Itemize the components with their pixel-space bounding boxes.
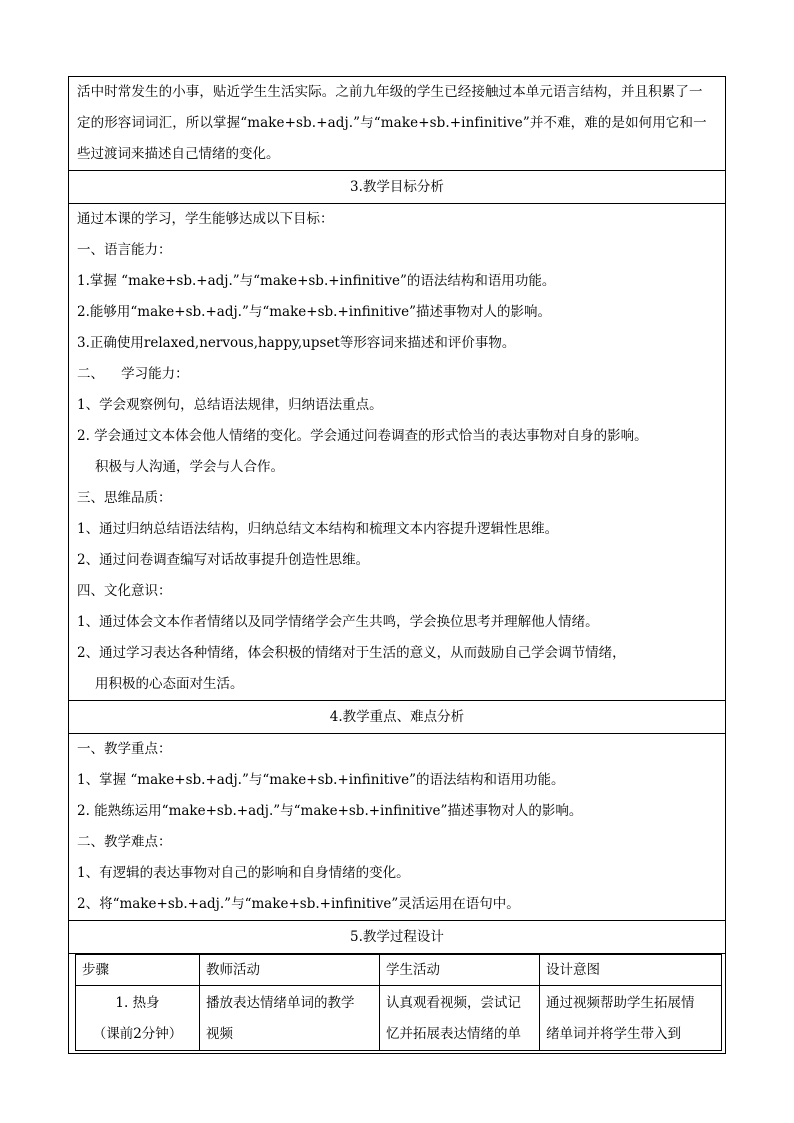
subheading: 二、 学习能力： bbox=[77, 366, 189, 382]
paragraph-line: 2.能够用“make+sb.+adj.”与“make+sb.+infinitive”描述事物对人的影响。 bbox=[77, 304, 552, 320]
header-design-intent: 设计意图 bbox=[540, 955, 722, 986]
lesson-plan-page bbox=[68, 76, 726, 1054]
paragraph-line: 1.掌握 “make+sb.+adj.”与“make+sb.+infinitive”的语法结构和语用功能。 bbox=[77, 273, 556, 289]
process-table bbox=[75, 954, 722, 1051]
intro-line: 活中时常发生的小事，贴近学生生活实际。之前九年级的学生已经接触过本单元语言结构，并且积累了一 bbox=[77, 84, 703, 100]
header-step: 步骤 bbox=[76, 955, 200, 986]
paragraph-line: 1、通过归纳总结语法结构，归纳总结文本结构和梳理文本内容提升逻辑性思维。 bbox=[77, 521, 559, 537]
section-3-header bbox=[69, 171, 726, 204]
section-title: 4.教学重点、难点分析 bbox=[329, 709, 465, 725]
section-5-header bbox=[69, 921, 726, 954]
paragraph-line: 2、通过学习表达各种情绪，体会积极的情绪对于生活的意义，从而鼓励自己学会调节情绪， bbox=[77, 645, 626, 661]
subheading: 一、语言能力： bbox=[77, 242, 172, 258]
paragraph-line: 用积极的心态面对生活。 bbox=[95, 676, 244, 692]
table-row bbox=[76, 986, 722, 1051]
step-label: 1. 热身 bbox=[115, 995, 160, 1011]
subheading: 三、思维品质： bbox=[77, 490, 172, 506]
cell-line: 绪单词并将学生带入到 bbox=[546, 1026, 681, 1042]
section-5-content bbox=[69, 954, 726, 1054]
paragraph-line: 积极与人沟通，学会与人合作。 bbox=[95, 459, 284, 475]
teacher-activity-cell bbox=[200, 986, 380, 1051]
paragraph-line: 2、将“make+sb.+adj.”与“make+sb.+infinitive”灵活运用在语句中。 bbox=[77, 896, 520, 912]
paragraph-line: 2、通过问卷调查编写对话故事提升创造性思维。 bbox=[77, 552, 370, 568]
subheading: 四、文化意识： bbox=[77, 583, 172, 599]
section-4-content bbox=[69, 734, 726, 921]
intro-line: 定的形容词词汇，所以掌握“make+sb.+adj.”与“make+sb.+infinitive”并不难，难的是如何用它和一 bbox=[77, 115, 707, 131]
paragraph-line: 1、掌握 “make+sb.+adj.”与“make+sb.+infinitive”的语法结构和语用功能。 bbox=[77, 772, 565, 788]
section-title: 3.教学目标分析 bbox=[350, 179, 444, 195]
step-duration: （课前2分钟） bbox=[92, 1026, 183, 1042]
lesson-plan-table bbox=[68, 76, 726, 1054]
paragraph-line: 通过本课的学习，学生能够达成以下目标： bbox=[77, 211, 334, 227]
section-4-header bbox=[69, 701, 726, 734]
intro-line: 些过渡词来描述自己情绪的变化。 bbox=[77, 146, 280, 162]
section-title: 5.教学过程设计 bbox=[350, 929, 444, 945]
paragraph-line: 1、学会观察例句，总结语法规律，归纳语法重点。 bbox=[77, 397, 383, 413]
paragraph-line: 1、通过体会文本作者情绪以及同学情绪学会产生共鸣，学会换位思考并理解他人情绪。 bbox=[77, 614, 599, 630]
paragraph-line: 1、有逻辑的表达事物对自己的影响和自身情绪的变化。 bbox=[77, 865, 410, 881]
cell-line: 视频 bbox=[206, 1026, 233, 1042]
paragraph-line: 2. 学会通过文本体会他人情绪的变化。学会通过问卷调查的形式恰当的表达事物对自身的影响。 bbox=[77, 428, 648, 444]
cell-line: 通过视频帮助学生拓展情 bbox=[546, 995, 695, 1011]
cell-line: 忆并拓展表达情绪的单 bbox=[386, 1026, 521, 1042]
design-intent-cell bbox=[540, 986, 722, 1051]
paragraph-line: 3.正确使用relaxed,nervous,happy,upset等形容词来描述和评价事物。 bbox=[77, 335, 516, 351]
cell-line: 播放表达情绪单词的教学 bbox=[206, 995, 355, 1011]
section-3-content bbox=[69, 204, 726, 701]
header-teacher-activity: 教师活动 bbox=[200, 955, 380, 986]
subheading: 二、教学难点： bbox=[77, 834, 172, 850]
intro-cell bbox=[69, 77, 726, 171]
student-activity-cell bbox=[380, 986, 540, 1051]
subheading: 一、教学重点： bbox=[77, 741, 172, 757]
paragraph-line: 2. 能熟练运用“make+sb.+adj.”与“make+sb.+infinitive”描述事物对人的影响。 bbox=[77, 803, 583, 819]
header-student-activity: 学生活动 bbox=[380, 955, 540, 986]
step-cell bbox=[76, 986, 200, 1051]
cell-line: 认真观看视频，尝试记 bbox=[386, 995, 521, 1011]
